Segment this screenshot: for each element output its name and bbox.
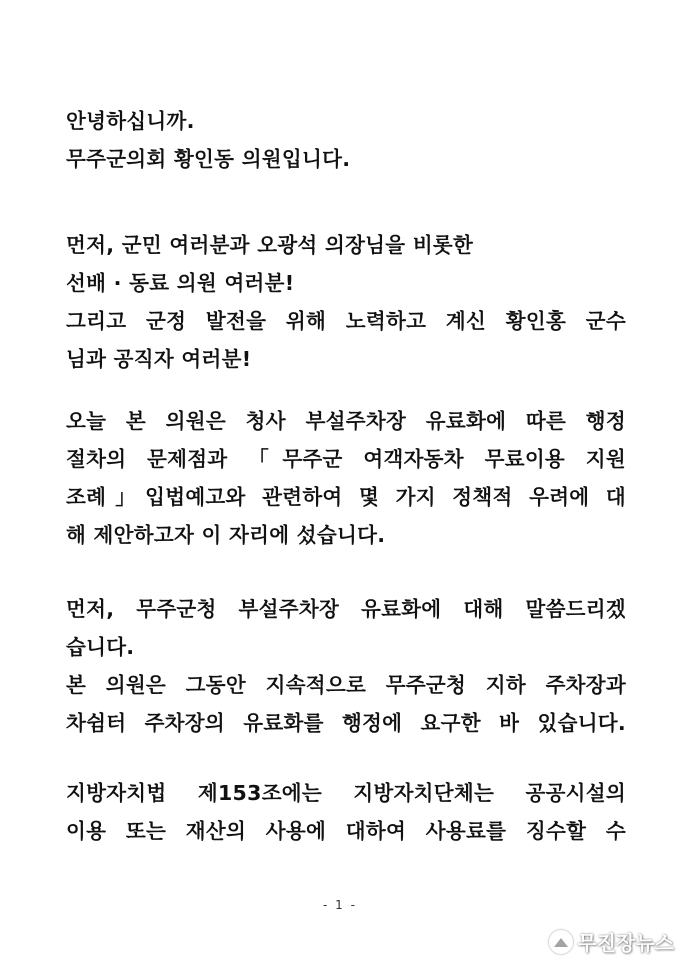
text-line: 조례」입법예고와 관련하여 몇 가지 정책적 우려에 대 [66,485,626,509]
text-line: 오늘 본 의원은 청사 부설주차장 유료화에 따른 행정 [66,409,626,433]
law-paragraph [66,774,626,850]
text-line: 그리고 군정 발전을 위해 노력하고 계신 황인홍 군수 [66,309,626,333]
purpose-paragraph [66,402,626,554]
mountain-logo-icon [549,930,573,954]
address-paragraph [66,226,626,378]
text-line: 선배 · 동료 의원 여러분! [66,271,295,295]
text-line: 지방자치법 제153조에는 지방자치단체는 공공시설의 [66,781,626,805]
text-line: 절차의 문제점과 「무주군 여객자동차 무료이용 지원 [66,447,626,471]
text-line: 차쉼터 주차장의 유료화를 행정에 요구한 바 있습니다. [66,711,626,735]
text-line: 본 의원은 그동안 지속적으로 무주군청 지하 주차장과 [66,673,626,697]
text-line: 습니다. [66,635,135,659]
text-line: 안녕하십니까. [66,109,195,133]
parking-paragraph [66,590,626,742]
text-line: 이용 또는 재산의 사용에 대하여 사용료를 징수할 수 [66,819,626,843]
text-line: 님과 공직자 여러분! [66,347,252,371]
greeting-paragraph [66,102,626,178]
text-line: 무주군의회 황인동 의원입니다. [66,147,351,171]
page-number: - 1 - [323,898,357,912]
text-line: 먼저, 무주군청 부설주차장 유료화에 대해 말씀드리겠 [66,597,626,621]
watermark [549,927,674,956]
text-line: 먼저, 군민 여러분과 오광석 의장님을 비롯한 [66,233,474,257]
watermark-text: 무진장뉴스 [577,931,674,955]
text-line: 해 제안하고자 이 자리에 섰습니다. [66,523,386,547]
